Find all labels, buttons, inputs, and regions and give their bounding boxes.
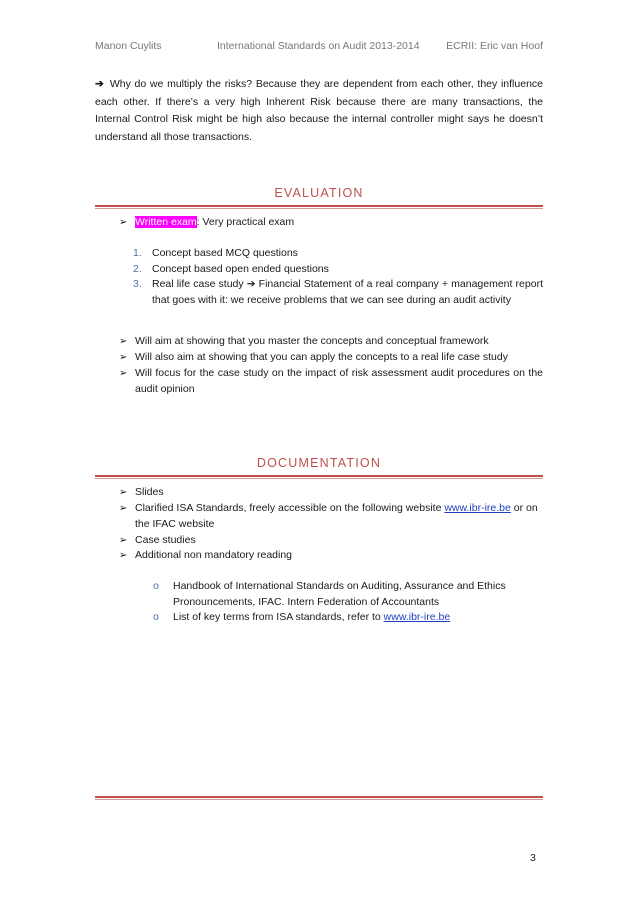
bullet-text: or on the IFAC website xyxy=(135,502,538,530)
website-link[interactable]: www.ibr-ire.be xyxy=(444,502,511,514)
arrowhead-bullet-icon: ➢ xyxy=(119,535,128,546)
arrowhead-bullet-icon: ➢ xyxy=(119,487,128,498)
circle-bullet-icon: o xyxy=(153,611,159,623)
item-text: Concept based MCQ questions xyxy=(152,247,298,259)
bullet-text: Clarified ISA Standards, freely accessible on the following website xyxy=(135,502,445,514)
numbered-item xyxy=(133,277,543,308)
bullet-item xyxy=(119,485,543,501)
footer-divider xyxy=(95,796,543,798)
bullet-text: Additional non mandatory reading xyxy=(135,549,293,561)
header-teacher: ECRII: Eric van Hoof xyxy=(446,40,543,52)
bullet-text: Case studies xyxy=(135,534,196,546)
item-text: Real life case study ➔ Financial Statement of a real company + management report that goes with it: we receive problems that we can see during an audit activity xyxy=(152,278,543,306)
arrowhead-bullet-icon: ➢ xyxy=(119,503,128,514)
section-divider xyxy=(95,475,543,477)
bullet-item xyxy=(119,366,543,397)
sub-bullet-item xyxy=(153,579,543,610)
section-divider xyxy=(95,205,543,207)
bullet-text: Will focus for the case study on the impact of risk assessment audit procedures on the audit opinion xyxy=(135,367,543,395)
bullet-text: Will also aim at showing that you can apply the concepts to a real life case study xyxy=(135,351,508,363)
item-number: 3. xyxy=(133,278,142,290)
bullet-item xyxy=(119,533,543,549)
arrowhead-bullet-icon: ➢ xyxy=(119,352,128,363)
numbered-item xyxy=(133,262,543,278)
bullet-item xyxy=(119,350,543,366)
exam-description: : Very practical exam xyxy=(196,216,295,228)
bullet-item xyxy=(119,501,543,532)
intro-text: Why do we multiply the risks? Because they are dependent from each other, they influence each other. If there’s a very high Inherent Risk because there are many transactions, the Internal Control Risk might be high also because the internal controller might says he doesn’t understand all those transactions. xyxy=(95,78,543,143)
arrowhead-bullet-icon: ➢ xyxy=(119,217,128,228)
sub-bullet-text: List of key terms from ISA standards, refer to xyxy=(173,611,384,623)
bullet-text: Will aim at showing that you master the concepts and conceptual framework xyxy=(135,335,489,347)
arrowhead-bullet-icon: ➢ xyxy=(119,368,128,379)
bullet-text: Slides xyxy=(135,486,164,498)
bullet-item xyxy=(119,334,543,350)
numbered-item xyxy=(133,246,543,262)
arrowhead-bullet-icon: ➢ xyxy=(119,550,128,561)
circle-bullet-icon: o xyxy=(153,580,159,592)
arrow-icon: ➔ xyxy=(95,78,104,90)
website-link[interactable]: www.ibr-ire.be xyxy=(383,611,451,623)
header-course: International Standards on Audit 2013-2014 xyxy=(217,40,420,52)
page-header xyxy=(95,40,543,54)
sub-bullet-item xyxy=(153,610,543,626)
item-number: 1. xyxy=(133,247,142,259)
arrowhead-bullet-icon: ➢ xyxy=(119,336,128,347)
sub-bullet-text: Handbook of International Standards on Auditing, Assurance and Ethics Pronouncements, IFAC. Intern Federation of Accountants xyxy=(173,580,506,608)
section-title-documentation: DOCUMENTATION xyxy=(256,456,382,470)
bullet-written-exam xyxy=(119,215,543,231)
item-number: 2. xyxy=(133,263,142,275)
intro-paragraph xyxy=(95,76,543,146)
page-number: 3 xyxy=(530,852,536,864)
section-title-evaluation: EVALUATION xyxy=(274,186,364,200)
item-text: Concept based open ended questions xyxy=(152,263,329,275)
bullet-item xyxy=(119,548,543,564)
highlighted-text: Written exam xyxy=(135,216,197,228)
header-author: Manon Cuylits xyxy=(95,40,162,52)
